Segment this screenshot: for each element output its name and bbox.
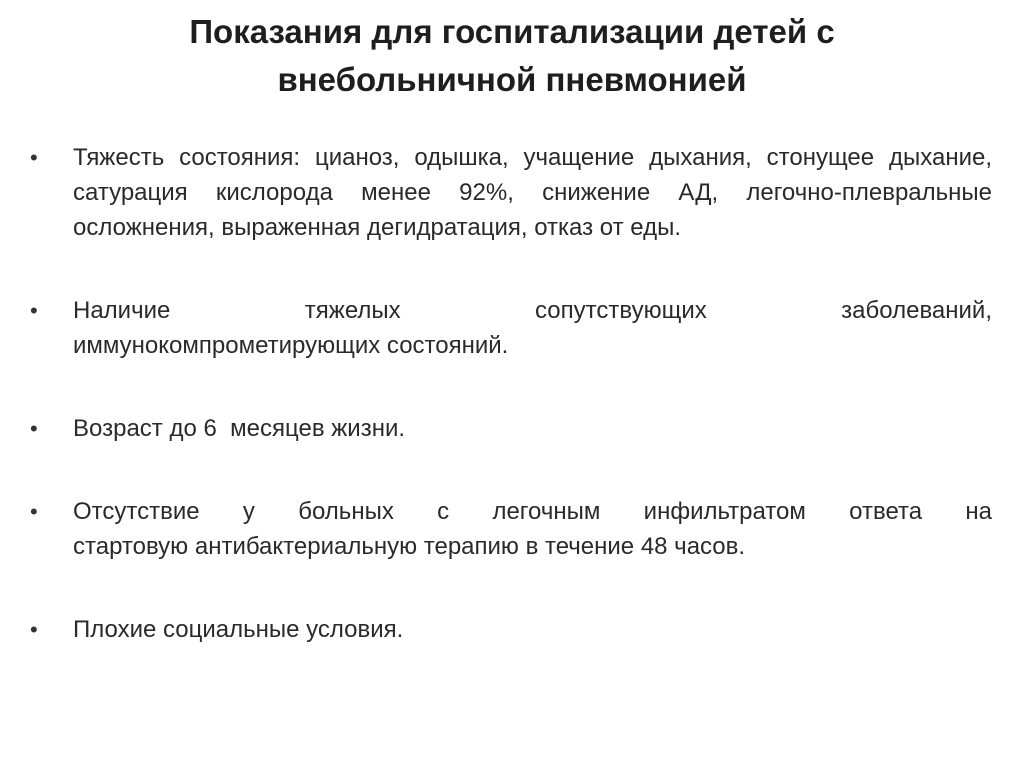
bullet-text — [73, 293, 992, 363]
bullet-icon: • — [30, 298, 38, 323]
bullet-text — [73, 494, 992, 564]
list-item — [30, 293, 992, 363]
list-item — [30, 612, 992, 647]
bullet-icon: • — [30, 499, 38, 524]
bullet-icon: • — [30, 617, 38, 642]
bullet-list — [30, 140, 992, 647]
bullet-text: Тяжесть состояния: цианоз, одышка, учащение дыхания, стонущее дыхание, сатурация кислорода менее 92%, снижение АД, легочно-плевральные осложнения, выраженная дегидратация, отказ от еды. — [73, 144, 992, 241]
bullet-text-line-2: стартовую антибактериальную терапию в течение 48 часов. — [73, 533, 746, 560]
slide-title — [60, 8, 964, 104]
bullet-text-line-1: Наличие тяжелых сопутствующих заболеваний, — [73, 297, 992, 324]
bullet-icon: • — [30, 416, 38, 441]
title-line-1: Показания для госпитализации детей с — [189, 13, 835, 50]
bullet-icon: • — [30, 145, 38, 170]
bullet-text: Возраст до 6 месяцев жизни. — [73, 415, 406, 442]
bullet-text-line-2: иммунокомпрометирующих состояний. — [73, 332, 509, 359]
list-item — [30, 411, 992, 446]
title-line-2: внебольничной пневмонией — [277, 61, 747, 98]
bullet-text: Плохие социальные условия. — [73, 616, 404, 643]
list-item — [30, 494, 992, 564]
bullet-text-line-1: Отсутствие у больных с легочным инфильтратом ответа на — [73, 498, 992, 525]
list-item — [30, 140, 992, 245]
